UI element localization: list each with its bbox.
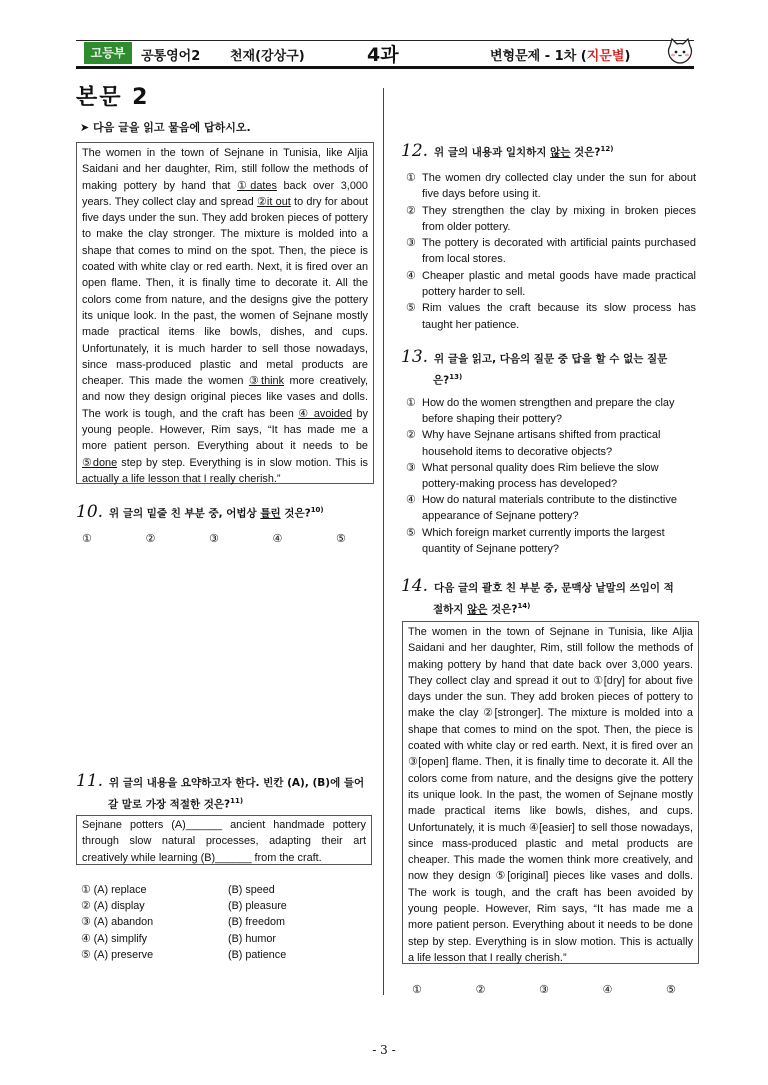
choice-4[interactable]: ④ — [272, 532, 283, 545]
option-1[interactable]: ① (A) replace (B) speed — [81, 884, 275, 896]
choice-1[interactable]: ① — [82, 532, 92, 545]
question-12: 12. 위 글의 내용과 일치하지 않는 것은?$^{12)}$ — [401, 140, 614, 161]
option-1[interactable]: ① How do the women strengthen and prepare the clay before shaping their pottery? — [406, 397, 675, 426]
option-5[interactable]: ⑤ Rim values the craft because its slow process has taught her patience. — [406, 302, 696, 331]
page-number: - 3 - — [372, 1043, 396, 1057]
choice-2[interactable]: ② — [145, 532, 156, 545]
question-number: 14. — [401, 576, 429, 596]
underlined-choice-1: ①dates — [237, 179, 277, 192]
underlined-choice-2: ②it out — [256, 195, 291, 208]
q11-options — [81, 882, 287, 963]
header-bottom-rule — [76, 66, 694, 69]
summary-box: Sejnane potters (A)______ ancient handmade pottery through slow natural processes, adapting their art creatively while learning (B)______ from the craft. — [76, 815, 372, 865]
option-2[interactable]: ② They strengthen the clay by mixing in broken pieces from older pottery. — [406, 204, 696, 233]
underlined-choice-5: ⑤done — [82, 456, 118, 469]
choice-1[interactable]: ① — [412, 983, 422, 996]
q10-choices — [82, 532, 400, 545]
choice-2[interactable]: ② — [475, 983, 486, 996]
grade-badge: 고등부 — [84, 42, 132, 64]
choice-4[interactable]: ④ — [602, 983, 613, 996]
question-number: 10. — [76, 501, 104, 522]
q13-options — [406, 395, 696, 557]
option-3[interactable]: ③ (A) abandon (B) freedom — [81, 916, 285, 929]
section-title: 본문 2 — [76, 85, 150, 110]
exam-type-highlight: 지문별 — [586, 49, 625, 64]
q14-choices — [412, 983, 730, 996]
option-3[interactable]: ③ The pottery is decorated with artificial paints purchased from local stores. — [406, 237, 696, 266]
option-2[interactable]: ② (A) display (B) pleasure — [81, 900, 287, 913]
option-5[interactable]: ⑤ (A) preserve (B) patience — [81, 948, 287, 961]
option-2[interactable]: ② Why have Sejnane artisans shifted from practical household items to decorative objects? — [406, 429, 661, 458]
option-4[interactable]: ④ How do natural materials contribute to the distinctive appearance of Sejnane pottery? — [406, 494, 677, 523]
option-5[interactable]: ⑤ Which foreign market currently imports the largest quantity of Sejnane pottery? — [406, 526, 665, 555]
cat-face-icon — [665, 36, 695, 66]
choice-3[interactable]: ③ — [539, 983, 549, 996]
question-14: 14. 다음 글의 괄호 친 부분 중, 문맥상 낱말의 쓰임이 적 절하지 않은 것은?$^{14)}$ — [401, 576, 674, 616]
passage-box-2: The women in the town of Sejnane in Tunisia, like Aljia Saidani and her daughter, Rim, still follow the methods of making pottery by hand that date back over 3,000 years. They collect clay and spread it out to ①[dry] for about five days under the sun. They add broken pieces of pottery to make the clay ②[stronger]. The mixture is molded into a shape that comes to mind on the spot. Then, the piece is coated with white clay or red earth. Next, it is fired over an ③[open] flame. Then, it is finally time to decorate it. All the colors come from nature, and the designs give the pottery its unique look. In the past, the women of Sejnane mostly made practical items like bowls, dishes, and cups. Unfortunately, it is much ④[easier] to sell those nowadays, since mass-produced plastic and metal products are cheaper. This made the women think more creatively, and now they design ⑤[original] pieces like vases and dolls. The work is tough, and the craft has been avoided by young people. However, Rim says, “It has made me a more patient person. Everything about it needs to be done step by step. Everything is in slow motion. This is actually a life lesson that I really cherish.” — [402, 621, 699, 964]
option-4[interactable]: ④ Cheaper plastic and metal goods have made practical pottery harder to sell. — [406, 269, 696, 298]
choice-5[interactable]: ⑤ — [336, 532, 346, 545]
choice-5[interactable]: ⑤ — [666, 983, 676, 996]
exam-type-label: 변형문제 - 1차 (지문별) — [490, 49, 631, 64]
q12-options — [406, 170, 696, 333]
question-13: 13. 위 글을 읽고, 다음의 질문 중 답을 할 수 없는 질문 은?$^{13)}$ — [401, 347, 668, 387]
question-number: 11. — [76, 771, 104, 791]
question-number: 12. — [401, 140, 429, 161]
underlined-choice-3: ③think — [248, 375, 285, 388]
publisher-label: 천재(강상구) — [230, 49, 305, 64]
instruction-text: ➤ 다음 글을 읽고 물음에 답하시오. — [80, 121, 251, 134]
option-4[interactable]: ④ (A) simplify (B) humor — [81, 932, 276, 945]
lesson-label: 4과 — [367, 44, 399, 66]
choice-3[interactable]: ③ — [209, 532, 219, 545]
question-10: 10. 위 글의 밑줄 친 부분 중, 어법상 틀린 것은?$^{10)}$ — [76, 501, 324, 522]
subject-label: 공통영어2 — [141, 49, 201, 64]
passage-box: The women in the town of Sejnane in Tunisia, like Aljia Saidani and her daughter, Rim, still follow the methods of making pottery by hand that ①dates back over 3,000 years. They collect clay and spread ②it out to dry for about five days under the sun. They add broken pieces of pottery to make the clay stronger. The mixture is molded into a shape that comes to mind on the spot. Then, the piece is coated with white clay or red earth. Next, it is fired over an open flame. Then, it is finally time to decorate it. All the colors come from nature, and the designs give the pottery its unique look. In the past, the women of Sejnane mostly made practical items like bowls, dishes, and cups. Unfortunately, it is much harder to sell those nowadays, since mass-produced plastic and metal products are cheaper. This made the women ③think more creatively, and now they design original pieces like vases and dolls. The work is tough, and the craft has been ④ avoided by young people. However, Rim says, “It has made me a more patient person. Everything about it needs to be ⑤done step by step. Everything is in slow motion. This is actually a life lesson that I really cherish.” — [76, 142, 374, 484]
option-3[interactable]: ③ What personal quality does Rim believe the slow pottery-making process has developed? — [406, 461, 659, 491]
question-11: 11. 위 글의 내용을 요약하고자 한다. 빈칸 (A), (B)에 들어 갈 말로 가장 적절한 것은?$^{11)}$ — [76, 771, 365, 811]
option-1[interactable]: ① The women dry collected clay under the sun for about five days before using it. — [406, 172, 696, 201]
question-number: 13. — [401, 347, 429, 367]
underlined-choice-4: ④ avoided — [298, 407, 353, 420]
